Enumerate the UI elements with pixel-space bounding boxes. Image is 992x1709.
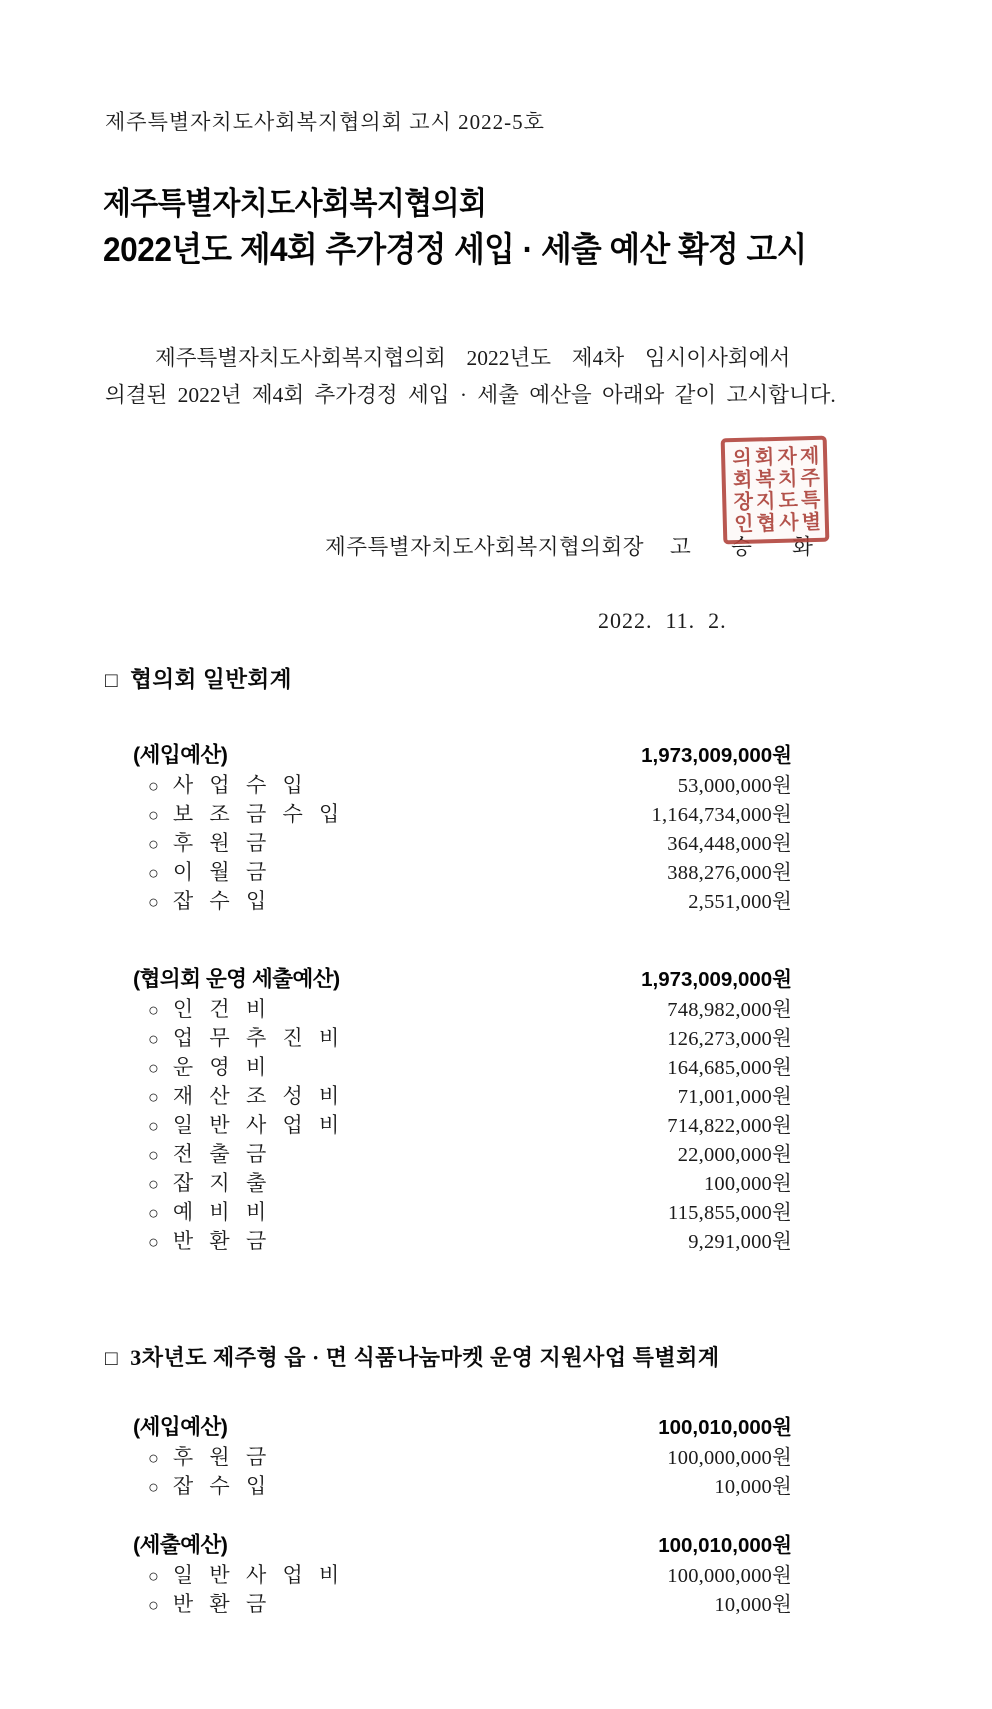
item-name: 보 조 금 수 입	[172, 802, 340, 826]
item-amount: 2,551,000원	[688, 891, 792, 913]
group-label: (협의회 운영 세출예산)	[133, 967, 340, 991]
item-amount: 71,001,000원	[677, 1086, 792, 1108]
circle-bullet-icon: ○	[148, 1058, 159, 1078]
circle-bullet-icon: ○	[148, 1116, 159, 1136]
item-name: 재 산 조 성 비	[172, 1084, 340, 1108]
budget-item-row	[148, 858, 792, 887]
budget-group-special-revenue	[133, 1412, 792, 1501]
circle-bullet-icon: ○	[148, 834, 159, 854]
budget-item-row	[148, 1024, 792, 1053]
group-total-amount: 1,973,009,000원	[641, 968, 792, 991]
item-name: 전 출 금	[172, 1142, 267, 1166]
budget-item-row	[148, 1053, 792, 1082]
item-name: 예 비 비	[172, 1200, 267, 1224]
item-name: 잡 지 출	[172, 1171, 267, 1195]
item-name: 잡 수 입	[172, 1474, 267, 1498]
budget-item-row	[148, 800, 792, 829]
item-name: 일 반 사 업 비	[172, 1113, 340, 1137]
group-total-amount: 1,973,009,000원	[641, 744, 792, 767]
item-amount: 1,164,734,000원	[651, 804, 792, 826]
budget-item-row	[148, 1227, 792, 1256]
budget-item-row	[148, 1111, 792, 1140]
circle-bullet-icon: ○	[148, 1448, 159, 1468]
circle-bullet-icon: ○	[148, 1477, 159, 1497]
item-name: 잡 수 입	[172, 889, 267, 913]
group-header-row	[133, 1412, 792, 1443]
budget-item-row	[148, 1472, 792, 1501]
item-amount: 10,000원	[714, 1476, 792, 1498]
item-amount: 388,276,000원	[667, 862, 792, 884]
group-label: (세입예산)	[133, 743, 228, 767]
item-amount: 748,982,000원	[667, 999, 792, 1021]
group-header-row	[133, 1530, 792, 1561]
item-amount: 9,291,000원	[688, 1231, 792, 1253]
item-name: 반 환 금	[172, 1229, 267, 1253]
circle-bullet-icon: ○	[148, 1595, 159, 1615]
body-paragraph	[105, 340, 836, 414]
budget-group-operating-expenditure	[133, 964, 792, 1256]
doc-number: 제주특별자치도사회복지협의회 고시 2022-5호	[105, 110, 545, 134]
group-total-amount: 100,010,000원	[658, 1416, 792, 1439]
budget-item-row	[148, 1140, 792, 1169]
circle-bullet-icon: ○	[148, 776, 159, 796]
item-amount: 22,000,000원	[677, 1144, 792, 1166]
group-label: (세입예산)	[133, 1415, 228, 1439]
signer-title: 제주특별자치도사회복지협의회장	[325, 535, 645, 559]
circle-bullet-icon: ○	[148, 892, 159, 912]
group-total-amount: 100,010,000원	[658, 1534, 792, 1557]
circle-bullet-icon: ○	[148, 1232, 159, 1252]
notice-date: 2022. 11. 2.	[598, 608, 727, 633]
square-marker-icon: □	[105, 1346, 119, 1370]
item-amount: 714,822,000원	[667, 1115, 792, 1137]
item-amount: 126,273,000원	[667, 1028, 792, 1050]
budget-item-row	[148, 1169, 792, 1198]
circle-bullet-icon: ○	[148, 805, 159, 825]
item-amount: 53,000,000원	[677, 775, 792, 797]
item-name: 일 반 사 업 비	[172, 1563, 340, 1587]
title-org-line: 제주특별자치도사회복지협의회	[103, 186, 487, 221]
budget-item-row	[148, 995, 792, 1024]
signer-name: 고 승 화	[670, 535, 814, 559]
item-amount: 10,000원	[714, 1594, 792, 1616]
body-line-1: 제주특별자치도사회복지협의회 2022년도 제4차 임시이사회에서	[155, 346, 791, 370]
budget-group-revenue	[133, 740, 792, 916]
item-amount: 364,448,000원	[667, 833, 792, 855]
circle-bullet-icon: ○	[148, 1145, 159, 1165]
budget-item-row	[148, 887, 792, 916]
budget-item-row	[148, 1561, 792, 1590]
circle-bullet-icon: ○	[148, 863, 159, 883]
budget-item-row	[148, 1443, 792, 1472]
item-amount: 100,000원	[703, 1173, 792, 1195]
section-heading-text: 3차년도 제주형 읍 · 면 식품나눔마켓 운영 지원사업 특별회계	[130, 1345, 720, 1370]
budget-item-row	[148, 1590, 792, 1619]
item-amount: 115,855,000원	[668, 1202, 792, 1224]
budget-item-row	[148, 771, 792, 800]
circle-bullet-icon: ○	[148, 1203, 159, 1223]
document-title	[103, 186, 860, 270]
budget-content	[105, 665, 792, 1619]
item-amount: 164,685,000원	[667, 1057, 792, 1079]
budget-item-row	[148, 1198, 792, 1227]
group-header-row	[133, 964, 792, 995]
circle-bullet-icon: ○	[148, 1087, 159, 1107]
item-name: 반 환 금	[172, 1592, 267, 1616]
section-heading-general-account	[105, 665, 792, 695]
item-name: 운 영 비	[172, 1055, 267, 1079]
circle-bullet-icon: ○	[148, 1566, 159, 1586]
item-name: 인 건 비	[172, 997, 267, 1021]
budget-item-row	[148, 829, 792, 858]
official-seal-stamp: 제주특별자치도사회복지협의회장인	[721, 436, 830, 545]
budget-item-row	[148, 1082, 792, 1111]
body-line-2: 의결된 2022년 제4회 추가경정 세입 · 세출 예산을 아래와 같이 고시합니다.	[105, 383, 836, 407]
item-name: 후 원 금	[172, 831, 267, 855]
circle-bullet-icon: ○	[148, 1000, 159, 1020]
section-heading-special-account	[105, 1343, 792, 1373]
item-name: 사 업 수 입	[172, 773, 303, 797]
item-name: 업 무 추 진 비	[172, 1026, 340, 1050]
budget-group-special-expenditure	[133, 1530, 792, 1619]
item-amount: 100,000,000원	[667, 1447, 792, 1469]
circle-bullet-icon: ○	[148, 1029, 159, 1049]
circle-bullet-icon: ○	[148, 1174, 159, 1194]
item-name: 이 월 금	[172, 860, 267, 884]
title-subject-line: 2022년도 제4회 추가경정 세입 · 세출 예산 확정 고시	[103, 231, 807, 269]
group-label: (세출예산)	[133, 1533, 228, 1557]
section-heading-text: 협의회 일반회계	[130, 667, 292, 692]
group-header-row	[133, 740, 792, 771]
square-marker-icon: □	[105, 668, 119, 692]
item-amount: 100,000,000원	[667, 1565, 792, 1587]
item-name: 후 원 금	[172, 1445, 267, 1469]
